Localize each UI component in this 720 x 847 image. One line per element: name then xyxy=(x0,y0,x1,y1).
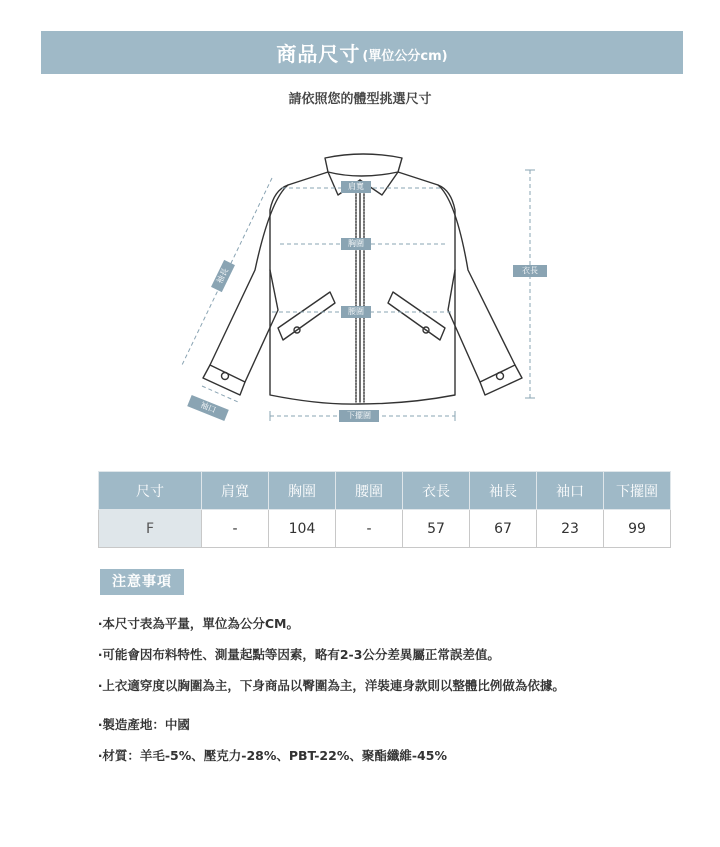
notice-item: ‧製造產地：中國 xyxy=(98,717,190,732)
size-table-cell: 57 xyxy=(403,510,470,548)
size-table-header-cell: 衣長 xyxy=(403,472,470,510)
notice-list xyxy=(98,614,698,777)
label-shoulder: 肩寬 xyxy=(341,181,371,193)
title-bar xyxy=(41,31,683,74)
size-table-header-cell: 肩寬 xyxy=(202,472,269,510)
notice-item: ‧上衣適穿度以胸圍為主，下身商品以臀圍為主，洋裝連身款則以整體比例做為依據。 xyxy=(98,678,565,693)
notice-title: 注意事項 xyxy=(100,569,184,595)
label-length: 衣長 xyxy=(513,265,547,277)
size-table-header-cell: 袖口 xyxy=(537,472,604,510)
notice-item: ‧本尺寸表為平量，單位為公分CM。 xyxy=(98,616,299,631)
label-sleeve: 袖長 xyxy=(211,260,235,292)
size-table xyxy=(98,471,671,548)
size-table-header-cell: 腰圍 xyxy=(336,472,403,510)
label-cuff: 袖口 xyxy=(187,395,229,421)
size-table-row xyxy=(99,510,671,548)
notice-item: ‧可能會因布料特性、測量起點等因素，略有2-3公分差異屬正常誤差值。 xyxy=(98,647,500,662)
label-waist: 腰圍 xyxy=(341,306,371,318)
size-table-cell: 23 xyxy=(537,510,604,548)
size-table-header-cell: 袖長 xyxy=(470,472,537,510)
size-table-header-cell: 下擺圍 xyxy=(604,472,671,510)
jacket-measurement-diagram xyxy=(170,150,570,440)
page-title: 商品尺寸 xyxy=(276,42,361,66)
size-table-cell: 104 xyxy=(269,510,336,548)
label-chest: 胸圍 xyxy=(341,238,371,250)
size-table-header-row xyxy=(99,472,671,510)
page-subtitle: 請依照您的體型挑選尺寸 xyxy=(288,92,432,107)
notice-item: ‧材質：羊毛-5%、壓克力-28%、PBT-22%、聚酯纖維-45% xyxy=(98,748,447,763)
page-title-unit: (單位公分cm) xyxy=(362,49,448,64)
size-table-cell: - xyxy=(336,510,403,548)
size-table-cell: 99 xyxy=(604,510,671,548)
jacket-illustration xyxy=(170,150,570,440)
size-table-cell: 67 xyxy=(470,510,537,548)
size-table-header-cell: 尺寸 xyxy=(99,472,202,510)
size-table-cell: F xyxy=(99,510,202,548)
size-table-header-cell: 胸圍 xyxy=(269,472,336,510)
size-table-cell: - xyxy=(202,510,269,548)
label-hem: 下擺圍 xyxy=(339,410,379,422)
